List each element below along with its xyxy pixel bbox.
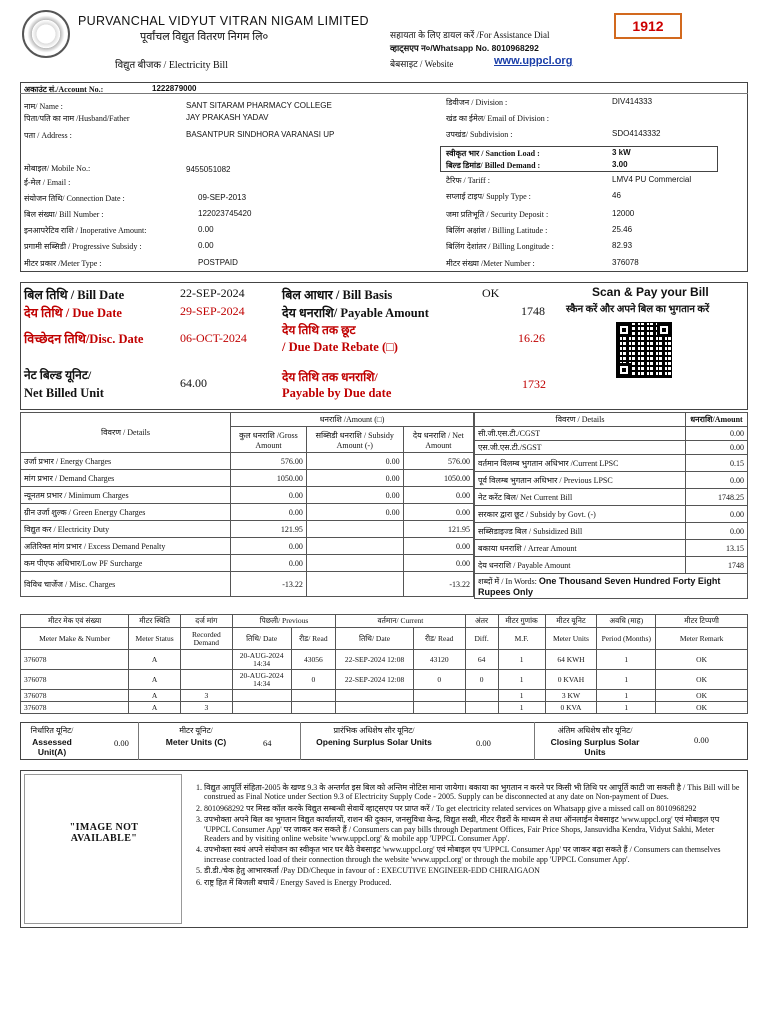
meter-header: Recorded Demand	[180, 628, 232, 650]
note-item: 1. विद्युत आपूर्ति संहिता-2005 के खण्ड 9.3 के अन्तर्गत इस बिल को अन्तिम नोटिस माना जायेगा। बकाया का भुगतान न करने पर किसी भी तिथि पर आपूर्ति काटी जा सकती है / This Bill will be construed as Final Notice under Section 9.3 of Electricity Supply Code - 2005. Supply can be disconnected at any date on Non-payment of Dues.	[204, 783, 742, 802]
charge-amount: 121.95	[403, 521, 473, 538]
meter-cell: 20-AUG-2024 14:34	[232, 650, 291, 670]
charge-amount	[306, 555, 403, 572]
note-item: 2. 8010968292 पर मिस्ड कॉल करके विद्युत सम्बन्धी सेवायें व्हाट्सएप पर प्राप्त करें / To get electricity related services on Whatsapp give a missed call on 8010968292	[204, 804, 742, 813]
field-label: जमा प्रतिभूति / Security Deposit :	[446, 210, 549, 219]
net-unit: 64.00	[180, 376, 207, 390]
qr-finder	[617, 363, 631, 377]
detail-row	[475, 489, 748, 506]
units-divider	[138, 722, 139, 760]
detail-row	[475, 427, 748, 441]
meter-header-hi: मीटर मेक एवं संख्या	[21, 615, 129, 628]
meter-header: Meter Status	[129, 628, 181, 650]
detail-row	[475, 472, 748, 489]
charge-row	[21, 555, 474, 572]
field-label: खंड का ईमेल/ Email of Division :	[446, 114, 549, 123]
helpline-box: 1912	[614, 13, 682, 39]
meter-cell: 1	[498, 702, 545, 714]
details-header: विवरण / Details	[21, 413, 231, 453]
field-label: इनआपरेटिव राशि / Inoperative Amount:	[24, 226, 147, 235]
meter-cell: 1	[498, 650, 545, 670]
meter-header: Period (Months)	[597, 628, 656, 650]
meter-cell: OK	[656, 650, 748, 670]
field-value: 09-SEP-2013	[198, 193, 247, 202]
meter-cell: 43056	[291, 650, 336, 670]
charge-row	[21, 521, 474, 538]
charge-amount: 0.00	[306, 453, 403, 470]
rebate-label: / Due Date Rebate (□)	[282, 340, 398, 354]
charge-amount: 576.00	[403, 453, 473, 470]
meter-row	[21, 670, 748, 690]
field-value: 25.46	[612, 225, 633, 234]
meter-cell	[413, 702, 465, 714]
field-value: 46	[612, 191, 621, 200]
meter-cell	[336, 702, 414, 714]
detail-amount: 0.00	[686, 472, 748, 489]
charge-amount: 121.95	[231, 521, 307, 538]
notes-list	[192, 783, 742, 889]
rebate-label-hi: देय तिथि तक छूट	[282, 323, 356, 337]
meter-cell: 1	[597, 690, 656, 702]
charge-label: ग्रीन उर्जा शुल्क / Green Energy Charges	[21, 504, 231, 521]
note-item: 5. डी.डी./चेक हेतु आभारकर्ता /Pay DD/Cheque in favour of : EXECUTIVE ENGINEER-EDD CHIRAIGAON	[204, 866, 742, 875]
field-label: स्वीकृत भार / Sanction Load :	[446, 149, 540, 158]
detail-label: पूर्व विलम्ब भुगतान अधिभार / Previous LPSC	[475, 472, 686, 489]
closing-label: Closing Surplus Solar Units	[550, 737, 640, 757]
meter-cell: 376078	[21, 650, 129, 670]
org-name-hindi: पूर्वांचल विद्युत वितरण निगम लि०	[140, 31, 269, 43]
payment-qr-code[interactable]	[616, 322, 672, 378]
charge-amount: 0.00	[403, 504, 473, 521]
meter-header-hi: अवधि (माह)	[597, 615, 656, 628]
meter-header-hi: अंतर	[465, 615, 498, 628]
net-unit-label: Net Billed Unit	[24, 386, 104, 400]
meter-cell: 1	[498, 670, 545, 690]
field-label: टैरिफ / Tariff :	[446, 176, 490, 185]
payable-label: देय धनराशि/ Payable Amount	[282, 306, 429, 320]
field-value: LMV4 PU Commercial	[612, 175, 692, 184]
charges-table	[20, 412, 474, 597]
meter-header-hi: वर्तमान/ Current	[336, 615, 465, 628]
disc-date-label: विच्छेदन तिथि/Disc. Date	[24, 332, 144, 346]
detail-label: वर्तमान विलम्ब भुगतान अधिभार /Current LPSC	[475, 455, 686, 472]
bydue-amount: 1732	[522, 377, 546, 391]
field-label: मीटर संख्या /Meter Number :	[446, 259, 535, 268]
field-label: डिवीजन / Division :	[446, 98, 508, 107]
image-not-available: "IMAGE NOT AVAILABLE"	[69, 822, 139, 844]
charge-amount: 1050.00	[231, 470, 307, 487]
field-label: बिलिंग देशांतर / Billing Longitude :	[446, 242, 554, 251]
meter-cell	[413, 690, 465, 702]
charge-label: उर्जा प्रभार / Energy Charges	[21, 453, 231, 470]
charge-label: कम पीएफ अधिभार/Low PF Surcharge	[21, 555, 231, 572]
amount-in-words	[475, 574, 748, 599]
due-date: 29-SEP-2024	[180, 304, 245, 318]
charge-amount: 0.00	[306, 470, 403, 487]
field-value: POSTPAID	[198, 258, 238, 267]
charge-amount: 0.00	[231, 504, 307, 521]
meter-cell: 0 KVAH	[545, 670, 597, 690]
field-label: सप्लाई टाइप/ Supply Type :	[446, 192, 531, 201]
detail-label: नेट करेंट बिल/ Net Current Bill	[475, 489, 686, 506]
charge-amount	[306, 521, 403, 538]
meter-units-hi: मीटर यूनिट/	[179, 726, 213, 735]
meter-readings-table	[20, 614, 748, 714]
detail-amount: 1748	[686, 557, 748, 574]
meter-cell: 376078	[21, 670, 129, 690]
field-value: SANT SITARAM PHARMACY COLLEGE	[186, 101, 332, 110]
account-divider	[20, 93, 748, 94]
meter-cell: 22-SEP-2024 12:08	[336, 670, 414, 690]
bydue-label-hi: देय तिथि तक धनराशि/	[282, 370, 378, 384]
meter-header-hi: दर्ज मांग	[180, 615, 232, 628]
meter-units-value: 64	[263, 738, 272, 748]
meter-cell: 3	[180, 690, 232, 702]
field-value: BASANTPUR SINDHORA VARANASI UP	[186, 130, 335, 139]
meter-cell: A	[129, 670, 181, 690]
account-label: अकाउंट सं./Account No.:	[24, 85, 104, 94]
meter-header: तिथि/ Date	[336, 628, 414, 650]
meter-header-hi: पिछली/ Previous	[232, 615, 336, 628]
field-value: 12000	[612, 209, 635, 218]
meter-cell: A	[129, 650, 181, 670]
bill-date: 22-SEP-2024	[180, 286, 245, 300]
detail-amount: 0.00	[686, 523, 748, 540]
detail-amount: 0.15	[686, 455, 748, 472]
account-value: 1222879000	[152, 84, 197, 93]
meter-cell: 20-AUG-2024 14:34	[232, 670, 291, 690]
charge-row	[21, 453, 474, 470]
meter-header: रीड/ Read	[291, 628, 336, 650]
charge-amount: -13.22	[403, 572, 473, 597]
net-unit-label-hi: नेट बिल्ड यूनिट/	[24, 368, 92, 382]
meter-cell	[291, 702, 336, 714]
units-divider	[300, 722, 301, 760]
field-label: पता / Address :	[24, 131, 72, 140]
assist-text: सहायता के लिए डायल करें /For Assistance Dial	[390, 30, 550, 40]
charge-amount: 576.00	[231, 453, 307, 470]
bill-date-label: बिल तिथि / Bill Date	[24, 288, 125, 302]
disc-date: 06-OCT-2024	[180, 331, 247, 345]
detail-row	[475, 523, 748, 540]
meter-cell: 22-SEP-2024 12:08	[336, 650, 414, 670]
detail-label: एस.जी.एस.टी./SGST	[475, 441, 686, 455]
assessed-hi: निर्धारित यूनिट/	[30, 726, 74, 735]
charge-amount: 0.00	[403, 555, 473, 572]
meter-cell	[465, 690, 498, 702]
field-label: पिता/पति का नाम /Husband/Father	[24, 114, 130, 123]
charge-amount	[306, 572, 403, 597]
load-box	[440, 146, 718, 172]
charge-amount: 1050.00	[403, 470, 473, 487]
meter-cell: OK	[656, 670, 748, 690]
meter-cell	[465, 702, 498, 714]
field-label: बिल्ड डिमांड/ Billed Demand :	[446, 161, 541, 170]
meter-cell: 0	[465, 670, 498, 690]
meter-header: Meter Units	[545, 628, 597, 650]
charge-row	[21, 538, 474, 555]
detail-amount: 1748.25	[686, 489, 748, 506]
charge-label: अतिरिक्त मांग प्रभार / Excess Demand Penalty	[21, 538, 231, 555]
detail-label: बकाया धनराशि / Arrear Amount	[475, 540, 686, 557]
charge-amount: -13.22	[231, 572, 307, 597]
bill-title: विद्युत बीजक / Electricity Bill	[115, 60, 228, 71]
uppcl-logo	[22, 10, 70, 58]
field-value: 376078	[612, 258, 639, 267]
note-item: 4. उपभोक्ता स्वयं अपने संयोजन का स्वीकृत भार घर बैठे वेबसाइट 'www.uppcl.org' एवं मोबाइल एप 'UPPCL Consumer App' पर जाकर बढ़ा सकते हैं / Consumers can themselves increase contracted load of their connection through the website 'www.uppcl.org' or through the mobile app 'UPPCL Consumer App'.	[204, 845, 742, 864]
opening-label: Opening Surplus Solar Units	[316, 737, 432, 747]
bill-basis: OK	[482, 286, 500, 300]
units-divider	[534, 722, 535, 760]
meter-cell: OK	[656, 702, 748, 714]
charge-amount: 0.00	[231, 555, 307, 572]
net-header: देय धनराशि / Net Amount	[403, 427, 473, 453]
amount-header: धनराशि /Amount (□)	[231, 413, 474, 427]
meter-cell: A	[129, 702, 181, 714]
charge-row	[21, 470, 474, 487]
website-link[interactable]: www.uppcl.org	[494, 55, 573, 67]
field-label: बिलिंग अक्षांश / Billing Latitude :	[446, 226, 548, 235]
field-value: DIV414333	[612, 97, 653, 106]
field-value: 3 kW	[612, 148, 631, 157]
meter-header-hi: मीटर स्थिति	[129, 615, 181, 628]
meter-header: Diff.	[465, 628, 498, 650]
field-value: 82.93	[612, 241, 633, 250]
charge-amount: 0.00	[231, 538, 307, 555]
field-label: प्रगामी सब्सिडी / Progressive Subsidy :	[24, 242, 142, 251]
field-label: बिल संख्या/ Bill Number :	[24, 210, 104, 219]
detail-row	[475, 557, 748, 574]
meter-cell: 376078	[21, 702, 129, 714]
due-date-label: देय तिथि / Due Date	[24, 306, 122, 320]
meter-header: Meter Make & Number	[21, 628, 129, 650]
meter-cell	[336, 690, 414, 702]
words-value: One Thousand Seven Hundred Forty Eight Rupees Only	[478, 575, 721, 597]
field-value: 0.00	[198, 225, 214, 234]
meter-header: तिथि/ Date	[232, 628, 291, 650]
field-label: नाम/ Name :	[24, 102, 63, 111]
closing-hi: अंतिम अधिशेष सौर यूनिट/	[557, 726, 633, 735]
assessed-value: 0.00	[114, 738, 129, 748]
charge-label: मांग प्रभार / Demand Charges	[21, 470, 231, 487]
qr-finder	[617, 323, 631, 337]
charge-amount: 0.00	[403, 487, 473, 504]
detail-row	[475, 441, 748, 455]
meter-units-label: Meter Units (C)	[165, 737, 227, 747]
charge-row	[21, 504, 474, 521]
detail-label: सी.जी.एस.टी./CGST	[475, 427, 686, 441]
detail-label: सरकार द्वारा छूट / Subsidy by Govt. (-)	[475, 506, 686, 523]
field-label: मोबाइल/ Mobile No.:	[24, 164, 91, 173]
note-item: 6. राष्ट्र हित में बिजली बचायें / Energy Saved is Energy Produced.	[204, 878, 742, 887]
meter-cell: 0 KVA	[545, 702, 597, 714]
meter-cell: A	[129, 690, 181, 702]
meter-cell: 1	[597, 670, 656, 690]
meter-cell	[291, 690, 336, 702]
meter-cell: 1	[597, 702, 656, 714]
meter-cell: 64	[465, 650, 498, 670]
opening-hi: प्रारंभिक अधिशेष सौर यूनिट/	[333, 726, 415, 735]
meter-row	[21, 690, 748, 702]
whatsapp-text: व्हाट्सएप न०/Whatsapp No. 8010968292	[390, 43, 539, 53]
charge-amount: 0.00	[306, 487, 403, 504]
detail-amount: 0.00	[686, 506, 748, 523]
field-value: JAY PRAKASH YADAV	[186, 113, 269, 122]
detail-label: सब्सिडाइज्ड बिल / Subsidized Bill	[475, 523, 686, 540]
gross-header: कुल धनराशि /Gross Amount	[231, 427, 307, 453]
meter-cell: OK	[656, 690, 748, 702]
image-placeholder-box	[24, 774, 182, 924]
charge-amount	[306, 538, 403, 555]
detail-amount: 0.00	[686, 441, 748, 455]
website-label: बेबसाइट / Website	[390, 59, 454, 69]
assessed-label: Assessed Unit(A)	[32, 737, 72, 757]
meter-cell: 0	[413, 670, 465, 690]
details-header: विवरण / Details	[475, 413, 686, 427]
field-value: 9455051082	[186, 165, 231, 174]
amount-header: धनराशि/Amount	[686, 413, 748, 427]
field-label: उपखंड/ Subdivision :	[446, 130, 513, 139]
payable-amount: 1748	[521, 304, 545, 318]
meter-cell: 1	[597, 650, 656, 670]
field-value: 0.00	[198, 241, 214, 250]
field-value: 122023745420	[198, 209, 252, 218]
meter-header-hi: मीटर गुणांक	[498, 615, 545, 628]
meter-row	[21, 702, 748, 714]
bill-basis-label: बिल आधार / Bill Basis	[282, 288, 393, 302]
detail-row	[475, 455, 748, 472]
field-value: 3.00	[612, 160, 628, 169]
meter-cell	[232, 690, 291, 702]
meter-cell: 43120	[413, 650, 465, 670]
detail-amount: 0.00	[686, 427, 748, 441]
charge-label: विद्युत कर / Electricity Duty	[21, 521, 231, 538]
field-label: मीटर प्रकार /Meter Type :	[24, 259, 102, 268]
meter-header-hi: मीटर टिप्पणी	[656, 615, 748, 628]
rebate-amount: 16.26	[518, 331, 545, 345]
meter-cell: 3 KW	[545, 690, 597, 702]
note-item: 3. उपभोक्ता अपने बिल का भुगतान विद्युत कार्यालयों, राशन की दुकान, जनसुविधा केन्द्र, विद्युत सखी, मीटर रीडरों के माध्यम से तथा ऑनलाईन वेबसाइट 'www.uppcl.org' एवं मोबाइल एप 'UPPCL Consumer App' पर जाकर कर सकते हैं / Consumers can pay bills through Department Offices, Fair Price Shops, Jansuvidha Kendra, Vidyut Sakhi, Meter Readers and by visiting online website 'www.uppcl.org' & mobile app 'UPPCL Consumer App'.	[204, 815, 742, 843]
charge-label: न्यूनतम प्रभार / Minimum Charges	[21, 487, 231, 504]
meter-cell: 64 KWH	[545, 650, 597, 670]
meter-header-hi: मीटर यूनिट	[545, 615, 597, 628]
detail-amount: 13.15	[686, 540, 748, 557]
scan-pay-title: Scan & Pay your Bill	[592, 285, 709, 299]
charge-amount: 0.00	[231, 487, 307, 504]
charge-label: विविध चार्जेज / Misc. Charges	[21, 572, 231, 597]
detail-label: देय धनराशि / Payable Amount	[475, 557, 686, 574]
meter-header: M.F.	[498, 628, 545, 650]
meter-cell	[180, 670, 232, 690]
closing-value: 0.00	[694, 735, 709, 745]
meter-cell: 0	[291, 670, 336, 690]
field-label: संयोजन तिथि/ Connection Date :	[24, 194, 125, 203]
scan-pay-hindi: स्कैन करें और अपने बिल का भुगतान करें	[566, 304, 710, 315]
meter-cell: 3	[180, 702, 232, 714]
details-table	[474, 412, 748, 599]
field-value: SDO4143332	[612, 129, 661, 138]
charge-row	[21, 487, 474, 504]
charge-amount: 0.00	[306, 504, 403, 521]
bydue-label: Payable by Due date	[282, 386, 392, 400]
charge-row	[21, 572, 474, 597]
detail-row	[475, 540, 748, 557]
meter-cell	[180, 650, 232, 670]
charge-amount: 0.00	[403, 538, 473, 555]
subsidy-header: सब्सिडी धनराशि / Subsidy Amount (-)	[306, 427, 403, 453]
qr-finder	[657, 323, 671, 337]
words-label: शब्दों में / In Words:	[478, 576, 537, 586]
detail-row	[475, 506, 748, 523]
field-label: ई-मेल / Email :	[24, 178, 71, 187]
meter-cell: 1	[498, 690, 545, 702]
meter-header: रीड/ Read	[413, 628, 465, 650]
meter-row	[21, 650, 748, 670]
org-name: PURVANCHAL VIDYUT VITRAN NIGAM LIMITED	[78, 14, 369, 28]
opening-value: 0.00	[476, 738, 491, 748]
meter-header: Meter Remark	[656, 628, 748, 650]
meter-cell: 376078	[21, 690, 129, 702]
meter-cell	[232, 702, 291, 714]
